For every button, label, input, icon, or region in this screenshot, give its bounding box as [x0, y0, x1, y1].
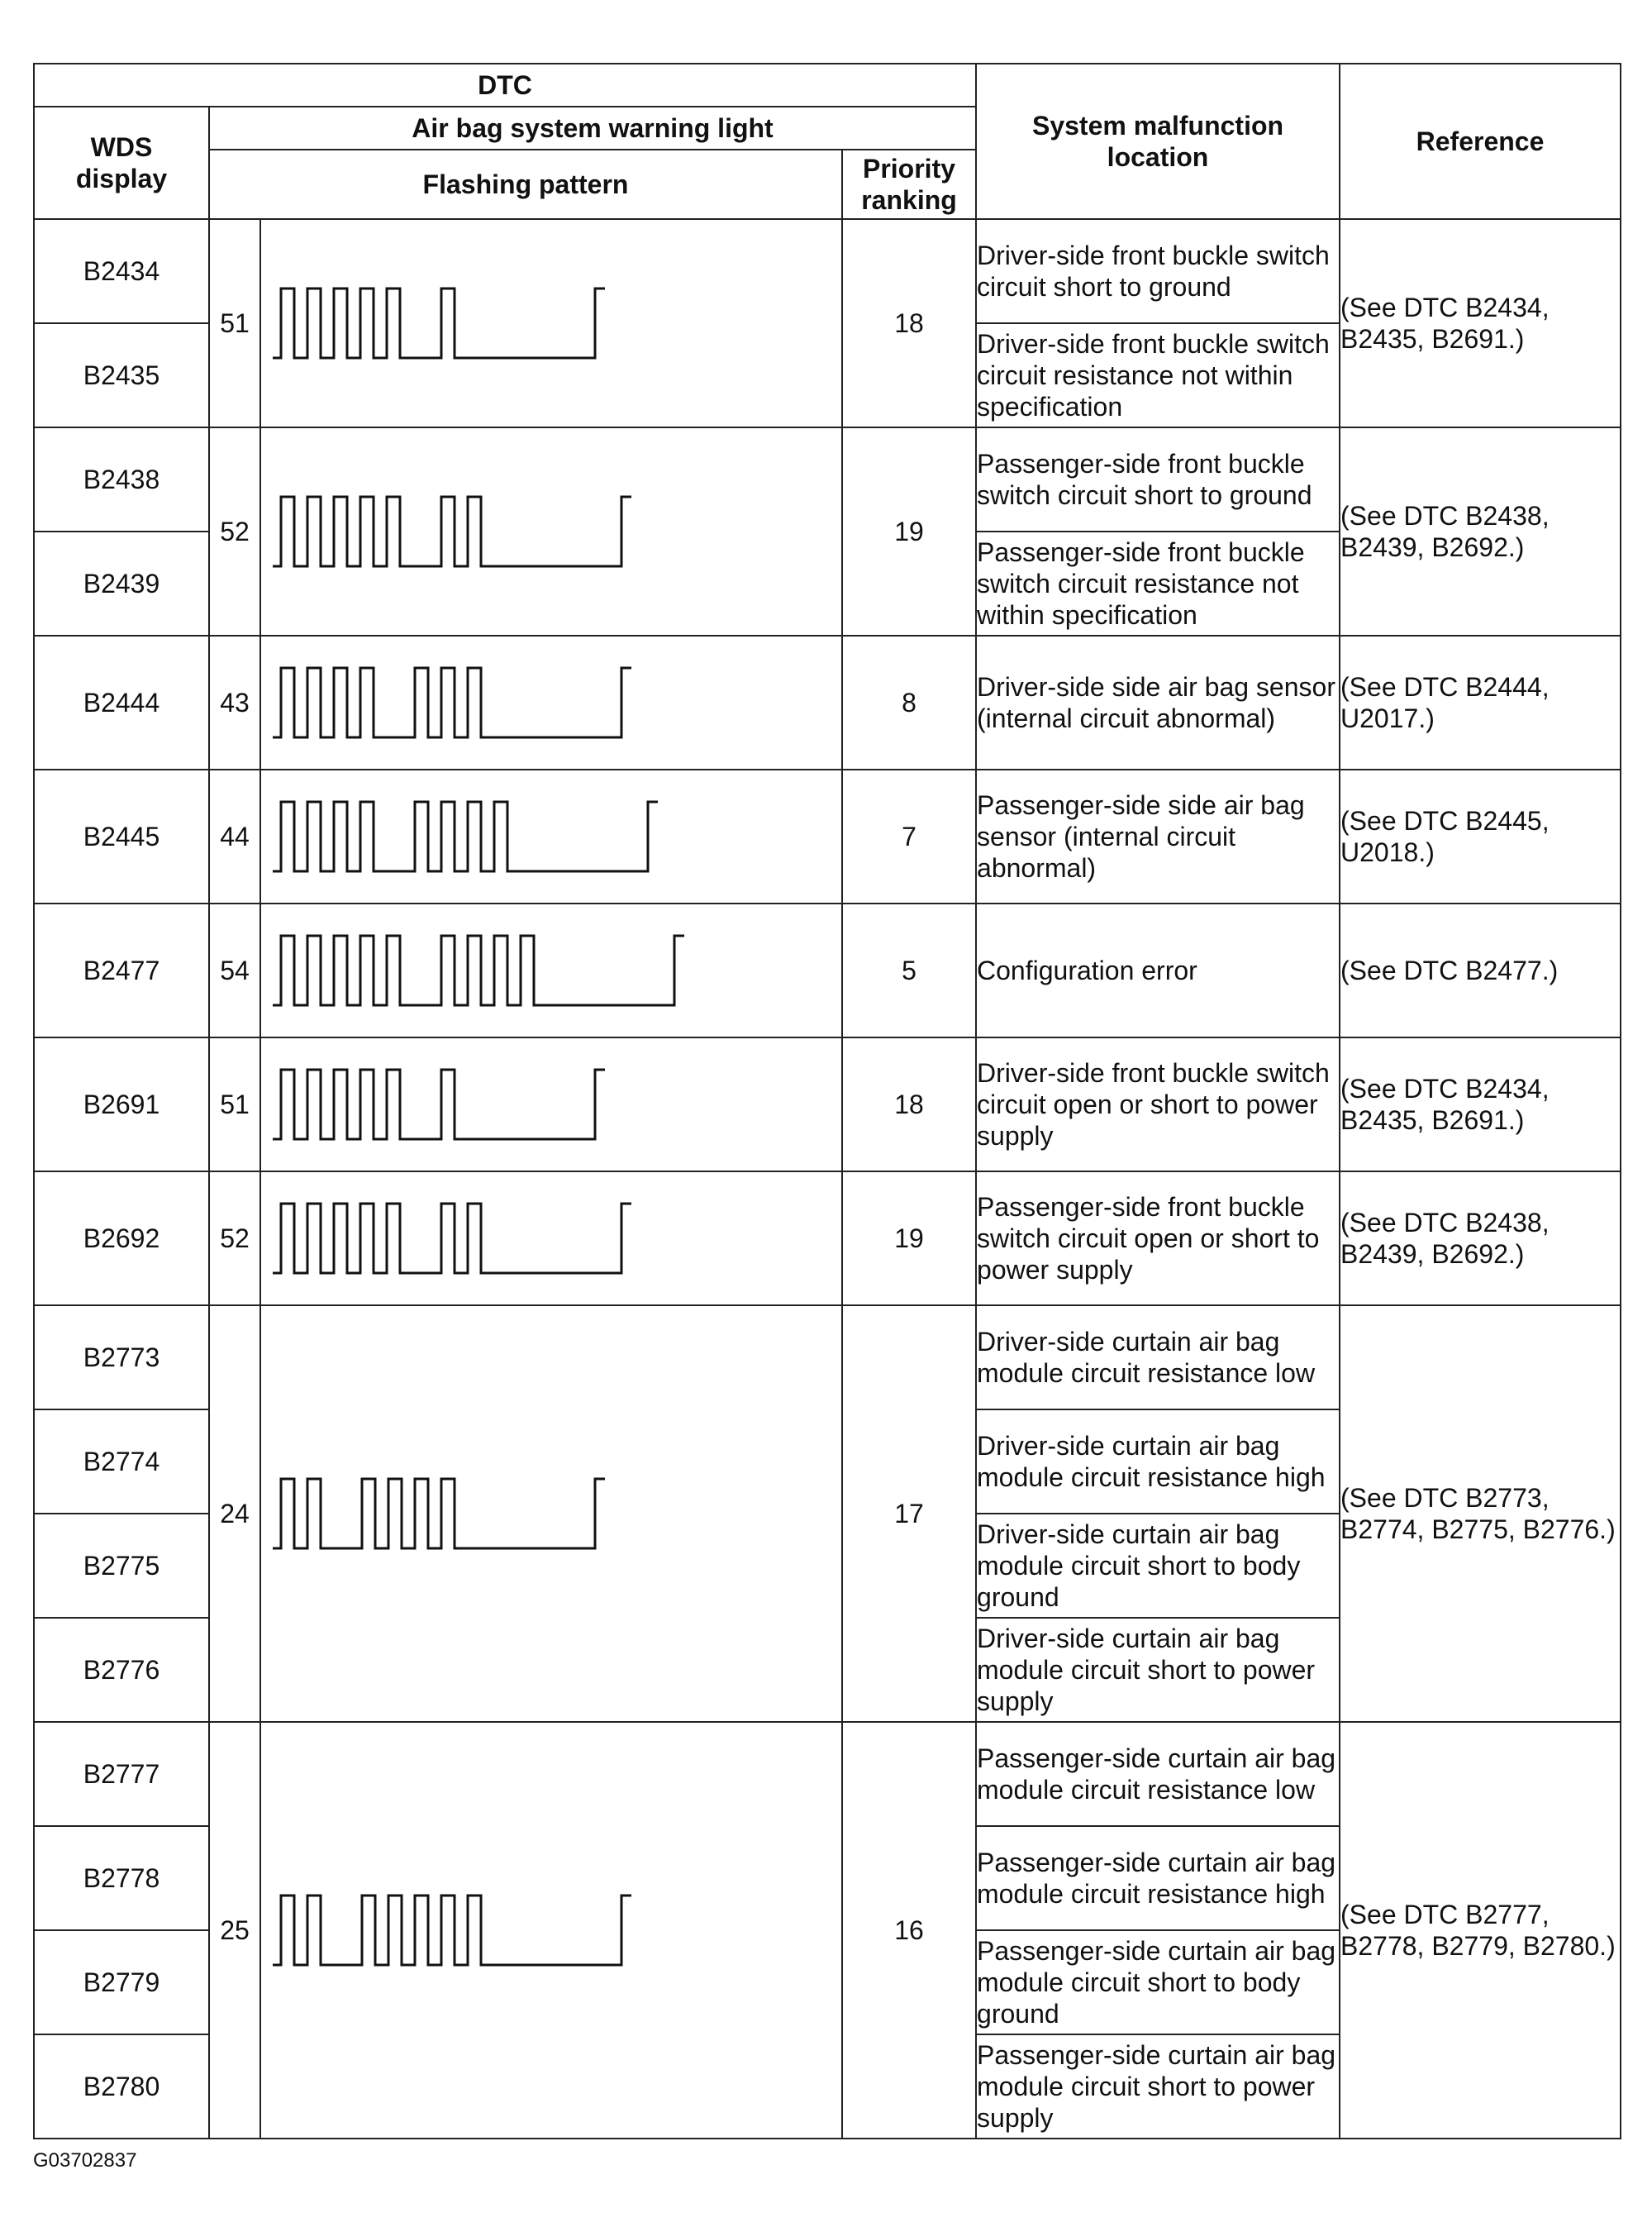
priority-ranking-cell: 18: [842, 219, 976, 427]
table-body: [34, 219, 1621, 2139]
flashing-pattern-cell: [260, 770, 842, 904]
waveform-line: [273, 1479, 605, 1548]
wds-display-cell: B2777: [34, 1722, 209, 1826]
reference-cell: (See DTC B2445, U2018.): [1340, 770, 1621, 904]
flashing-pattern-cell: [260, 1305, 842, 1722]
flash-code-cell: 52: [209, 1171, 260, 1305]
table-row: [34, 636, 1621, 770]
flashing-pattern-waveform: [261, 1462, 843, 1566]
wds-display-cell: B2779: [34, 1930, 209, 2034]
wds-display-cell: B2439: [34, 532, 209, 636]
wds-display-cell: B2445: [34, 770, 209, 904]
flash-code-cell: 24: [209, 1305, 260, 1722]
malfunction-location-cell: Configuration error: [976, 904, 1340, 1037]
malfunction-location-cell: Driver-side curtain air bag module circuit short to power supply: [976, 1618, 1340, 1722]
flashing-pattern-waveform: [261, 1047, 843, 1162]
waveform-line: [273, 1204, 631, 1273]
flashing-pattern-waveform: [261, 645, 843, 761]
wds-display-cell: B2773: [34, 1305, 209, 1409]
table-row: [34, 1722, 1621, 1826]
priority-ranking-cell: 7: [842, 770, 976, 904]
priority-ranking-cell: 17: [842, 1305, 976, 1722]
malfunction-location-cell: Passenger-side curtain air bag module circuit short to body ground: [976, 1930, 1340, 2034]
malfunction-location-cell: Driver-side front buckle switch circuit short to ground: [976, 219, 1340, 323]
flash-code-cell: 51: [209, 219, 260, 427]
reference-cell: (See DTC B2773, B2774, B2775, B2776.): [1340, 1305, 1621, 1722]
priority-ranking-header: Priority ranking: [842, 150, 976, 219]
flashing-pattern-cell: [260, 904, 842, 1037]
flash-code-cell: 54: [209, 904, 260, 1037]
reference-cell: (See DTC B2438, B2439, B2692.): [1340, 427, 1621, 636]
flashing-pattern-cell: [260, 427, 842, 636]
table-row: [34, 1171, 1621, 1305]
warning-light-header: Air bag system warning light: [209, 107, 976, 150]
wds-display-cell: B2774: [34, 1409, 209, 1514]
wds-display-cell: B2778: [34, 1826, 209, 1930]
priority-ranking-cell: 18: [842, 1037, 976, 1171]
priority-ranking-cell: 19: [842, 427, 976, 636]
flashing-pattern-cell: [260, 219, 842, 427]
malfunction-location-cell: Passenger-side curtain air bag module circuit resistance high: [976, 1826, 1340, 1930]
flashing-pattern-cell: [260, 1722, 842, 2139]
malfunction-location-cell: Passenger-side curtain air bag module circuit short to power supply: [976, 2034, 1340, 2139]
table-header: [34, 64, 1621, 219]
flashing-pattern-waveform: [261, 1878, 843, 1982]
flashing-pattern-cell: [260, 636, 842, 770]
table-row: [34, 1305, 1621, 1409]
malfunction-location-cell: Driver-side side air bag sensor (internal circuit abnormal): [976, 636, 1340, 770]
flash-code-cell: 25: [209, 1722, 260, 2139]
wds-display-cell: B2444: [34, 636, 209, 770]
priority-ranking-cell: 5: [842, 904, 976, 1037]
wds-display-cell: B2477: [34, 904, 209, 1037]
malfunction-location-cell: Driver-side curtain air bag module circuit resistance low: [976, 1305, 1340, 1409]
wds-display-cell: B2780: [34, 2034, 209, 2139]
waveform-line: [273, 802, 658, 871]
flashing-pattern-waveform: [261, 271, 843, 375]
table-row: [34, 219, 1621, 323]
malfunction-location-cell: Passenger-side curtain air bag module circuit resistance low: [976, 1722, 1340, 1826]
flashing-pattern-waveform: [261, 913, 843, 1028]
flash-code-cell: 44: [209, 770, 260, 904]
waveform-line: [273, 289, 605, 358]
waveform-line: [273, 1070, 605, 1139]
dtc-table: [33, 63, 1621, 2139]
malfunction-location-cell: Driver-side front buckle switch circuit open or short to power supply: [976, 1037, 1340, 1171]
flashing-pattern-waveform: [261, 779, 843, 894]
malfunction-location-cell: Driver-side curtain air bag module circuit short to body ground: [976, 1514, 1340, 1618]
malfunction-location-cell: Driver-side front buckle switch circuit resistance not within specification: [976, 323, 1340, 427]
flashing-pattern-header: Flashing pattern: [209, 150, 842, 219]
table-row: [34, 904, 1621, 1037]
wds-display-cell: B2692: [34, 1171, 209, 1305]
malfunction-location-cell: Driver-side curtain air bag module circuit resistance high: [976, 1409, 1340, 1514]
wds-display-cell: B2776: [34, 1618, 209, 1722]
flashing-pattern-cell: [260, 1037, 842, 1171]
dtc-header: DTC: [34, 64, 976, 107]
reference-cell: (See DTC B2438, B2439, B2692.): [1340, 1171, 1621, 1305]
priority-ranking-cell: 8: [842, 636, 976, 770]
table-row: [34, 770, 1621, 904]
malfunction-location-cell: Passenger-side front buckle switch circuit open or short to power supply: [976, 1171, 1340, 1305]
table-row: [34, 427, 1621, 532]
flash-code-cell: 43: [209, 636, 260, 770]
waveform-line: [273, 668, 631, 737]
flash-code-cell: 51: [209, 1037, 260, 1171]
malfunction-location-cell: Passenger-side front buckle switch circuit short to ground: [976, 427, 1340, 532]
reference-cell: (See DTC B2434, B2435, B2691.): [1340, 1037, 1621, 1171]
reference-cell: (See DTC B2434, B2435, B2691.): [1340, 219, 1621, 427]
priority-ranking-cell: 19: [842, 1171, 976, 1305]
malfunction-location-cell: Passenger-side front buckle switch circuit resistance not within specification: [976, 532, 1340, 636]
malfunction-location-header: System malfunction location: [976, 64, 1340, 219]
wds-display-header: WDS display: [34, 107, 209, 219]
waveform-line: [273, 1896, 631, 1965]
waveform-line: [273, 936, 684, 1005]
table-row: [34, 1037, 1621, 1171]
wds-display-cell: B2775: [34, 1514, 209, 1618]
wds-display-cell: B2434: [34, 219, 209, 323]
malfunction-location-cell: Passenger-side side air bag sensor (internal circuit abnormal): [976, 770, 1340, 904]
wds-display-cell: B2435: [34, 323, 209, 427]
priority-ranking-cell: 16: [842, 1722, 976, 2139]
figure-id: G03702837: [33, 2149, 137, 2172]
reference-cell: (See DTC B2777, B2778, B2779, B2780.): [1340, 1722, 1621, 2139]
wds-display-cell: B2691: [34, 1037, 209, 1171]
flashing-pattern-cell: [260, 1171, 842, 1305]
flashing-pattern-waveform: [261, 479, 843, 584]
wds-display-cell: B2438: [34, 427, 209, 532]
waveform-line: [273, 497, 631, 566]
flashing-pattern-waveform: [261, 1180, 843, 1296]
reference-cell: (See DTC B2444, U2017.): [1340, 636, 1621, 770]
reference-header: Reference: [1340, 64, 1621, 219]
reference-cell: (See DTC B2477.): [1340, 904, 1621, 1037]
flash-code-cell: 52: [209, 427, 260, 636]
